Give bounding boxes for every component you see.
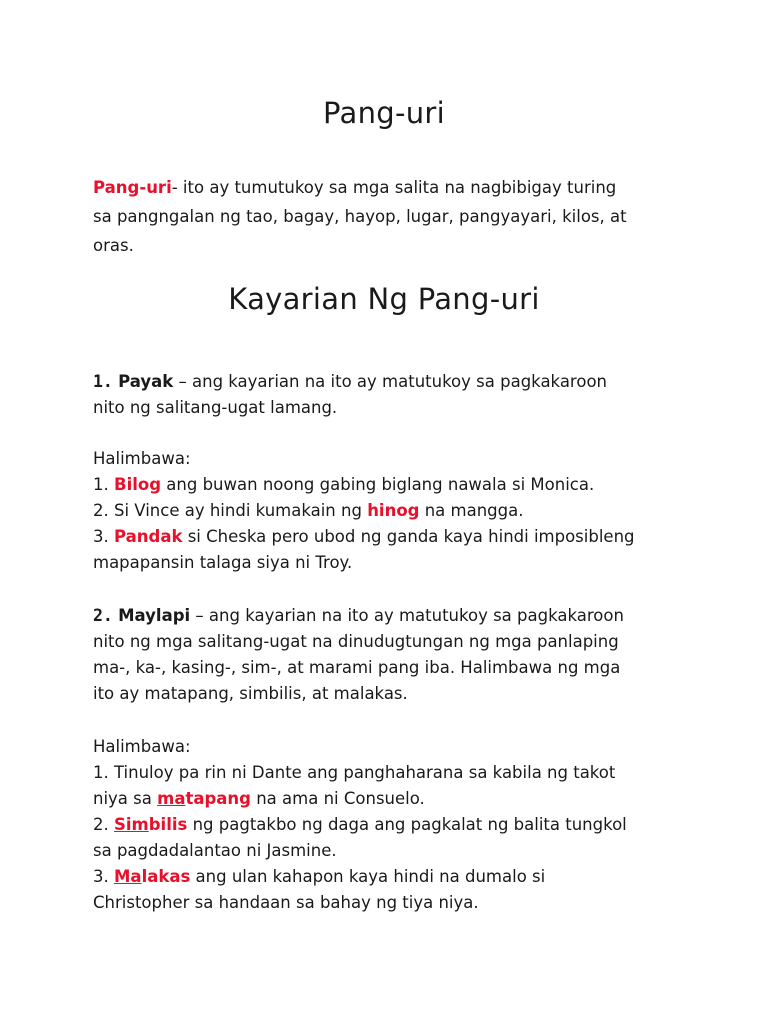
payak-ex3-pre: 3. (93, 527, 114, 546)
maylapi-ex2-post: ng pagtakbo ng daga ang pagkalat ng balita tungkol (187, 815, 627, 834)
maylapi-ex3-pre: 3. (93, 867, 114, 886)
payak-term: Payak (118, 372, 174, 391)
maylapi-example-2 (93, 812, 693, 838)
maylapi-ex1-affix: ma (157, 789, 186, 808)
maylapi-ex2-root: bilis (148, 815, 188, 834)
payak-line-1 (93, 369, 693, 395)
payak-example-3-cont: mapapansin talaga siya ni Troy. (93, 553, 353, 572)
maylapi-line-4: ito ay matapang, simbilis, at malakas. (93, 684, 408, 703)
maylapi-ex1-root: tapang (185, 789, 251, 808)
maylapi-example-3-cont: Christopher sa handaan sa bahay ng tiya niya. (93, 893, 479, 912)
payak-line-2: nito ng salitang-ugat lamang. (93, 398, 338, 417)
payak-ex2-word: hinog (367, 501, 420, 520)
payak-definition (93, 369, 693, 421)
maylapi-ex3-post: ang ulan kahapon kaya hindi na dumalo si (190, 867, 546, 886)
maylapi-ex2-affix: Sim (114, 815, 149, 834)
maylapi-ex1-post: na ama ni Consuelo. (250, 789, 425, 808)
maylapi-example-1: 1. Tinuloy pa rin ni Dante ang panghaharana sa kabila ng takot (93, 763, 616, 782)
payak-examples-label: Halimbawa: (93, 449, 191, 468)
maylapi-definition (93, 603, 693, 707)
maylapi-line-2: nito ng mga salitang-ugat na dinudugtungan ng mga panlaping (93, 632, 619, 651)
maylapi-term: Maylapi (118, 606, 191, 625)
maylapi-example-2-cont: sa pagdadalantao ni Jasmine. (93, 841, 337, 860)
maylapi-ex3-root: lakas (141, 867, 191, 886)
payak-text-1: – ang kayarian na ito ay matutukoy sa pagkakaroon (173, 372, 607, 391)
maylapi-ex1-pre: niya sa (93, 789, 158, 808)
payak-ex2-pre: 2. Si Vince ay hindi kumakain ng (93, 501, 368, 520)
maylapi-ex2-pre: 2. (93, 815, 114, 834)
intro-line-3: oras. (93, 236, 134, 255)
payak-examples (93, 446, 693, 576)
payak-ex1-pre: 1. (93, 475, 114, 494)
maylapi-line-1 (93, 603, 693, 629)
maylapi-examples (93, 734, 693, 916)
payak-example-2 (93, 498, 693, 524)
maylapi-examples-label: Halimbawa: (93, 737, 191, 756)
intro-text-1: - ito ay tumutukoy sa mga salita na nagbibigay turing (171, 178, 617, 197)
maylapi-ex3-affix: Ma (114, 867, 142, 886)
payak-example-3 (93, 524, 693, 550)
payak-number: 1. (93, 372, 113, 391)
intro-line-1 (93, 173, 693, 202)
maylapi-text-1: – ang kayarian na ito ay matutukoy sa pagkakaroon (190, 606, 624, 625)
intro-term: Pang-uri (93, 178, 172, 197)
maylapi-number: 2. (93, 606, 113, 625)
maylapi-example-1-cont (93, 786, 693, 812)
maylapi-line-3: ma-, ka-, kasing-, sim-, at marami pang iba. Halimbawa ng mga (93, 658, 621, 677)
payak-example-1 (93, 472, 693, 498)
intro-line-2: sa pangngalan ng tao, bagay, hayop, lugar, pangyayari, kilos, at (93, 207, 627, 226)
page-title: Pang-uri (323, 96, 445, 130)
intro-paragraph (93, 173, 693, 260)
payak-ex3-post: si Cheska pero ubod ng ganda kaya hindi imposibleng (182, 527, 635, 546)
payak-ex1-post: ang buwan noong gabing biglang nawala si Monica. (161, 475, 595, 494)
section-title: Kayarian Ng Pang-uri (228, 282, 540, 316)
payak-ex2-post: na mangga. (419, 501, 524, 520)
payak-ex3-word: Pandak (114, 527, 183, 546)
maylapi-example-3 (93, 864, 693, 890)
payak-ex1-word: Bilog (114, 475, 162, 494)
